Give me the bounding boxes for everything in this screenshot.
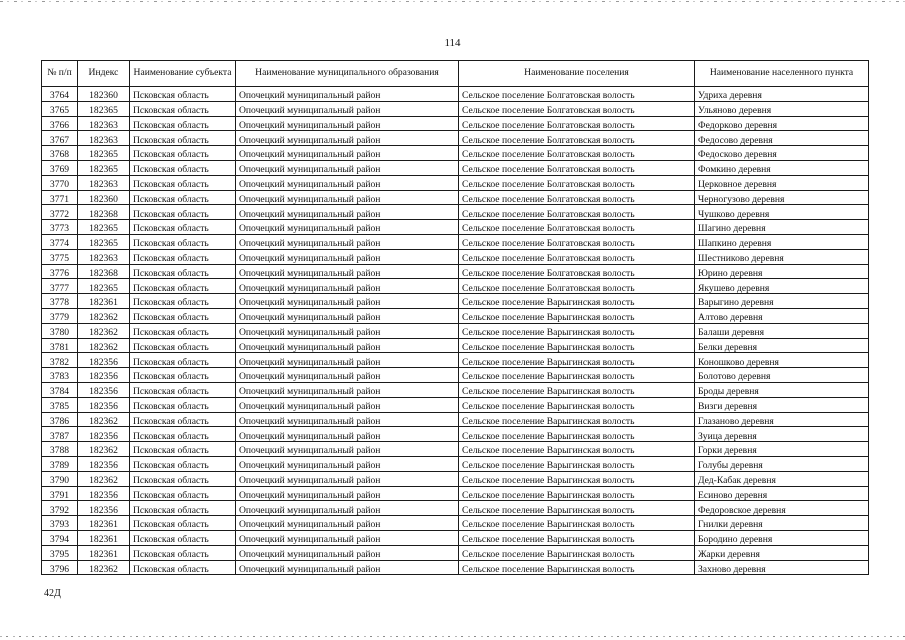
cell-municipality: Опочецкий муниципальный район [236,294,459,309]
cell-locality: Якушево деревня [695,279,869,294]
cell-num: 3788 [42,442,78,457]
cell-municipality: Опочецкий муниципальный район [236,353,459,368]
cell-municipality: Опочецкий муниципальный район [236,397,459,412]
cell-settlement: Сельское поселение Болгатовская волость [459,190,695,205]
cell-index: 182362 [78,471,130,486]
cell-settlement: Сельское поселение Варыгинская волость [459,516,695,531]
cell-settlement: Сельское поселение Варыгинская волость [459,442,695,457]
table-row [42,382,869,397]
table-row [42,279,869,294]
cell-num: 3779 [42,308,78,323]
cell-locality: Гнилки деревня [695,516,869,531]
cell-municipality: Опочецкий муниципальный район [236,279,459,294]
cell-locality: Шапкино деревня [695,234,869,249]
cell-locality: Алтово деревня [695,308,869,323]
cell-num: 3770 [42,175,78,190]
cell-locality: Федоровское деревня [695,501,869,516]
header-locality: Наименование населенного пункта [695,61,869,87]
cell-settlement: Сельское поселение Болгатовская волость [459,160,695,175]
cell-index: 182362 [78,560,130,575]
cell-locality: Федорково деревня [695,116,869,131]
header-municipality: Наименование муниципального образования [236,61,459,87]
cell-municipality: Опочецкий муниципальный район [236,442,459,457]
cell-index: 182356 [78,353,130,368]
cell-subject: Псковская область [130,101,236,116]
cell-subject: Псковская область [130,501,236,516]
cell-num: 3764 [42,87,78,102]
cell-subject: Псковская область [130,516,236,531]
cell-locality: Зуица деревня [695,427,869,442]
table-row [42,368,869,383]
cell-index: 182360 [78,87,130,102]
cell-index: 182365 [78,146,130,161]
cell-settlement: Сельское поселение Болгатовская волость [459,116,695,131]
cell-num: 3777 [42,279,78,294]
cell-settlement: Сельское поселение Болгатовская волость [459,175,695,190]
cell-municipality: Опочецкий муниципальный район [236,264,459,279]
cell-locality: Броды деревня [695,382,869,397]
scan-edge-top [0,1,905,2]
cell-index: 182368 [78,264,130,279]
table-row [42,456,869,471]
table-row [42,160,869,175]
table-row [42,516,869,531]
cell-subject: Псковская область [130,234,236,249]
cell-num: 3785 [42,397,78,412]
cell-municipality: Опочецкий муниципальный район [236,382,459,397]
cell-subject: Псковская область [130,146,236,161]
table-row [42,234,869,249]
cell-num: 3795 [42,545,78,560]
cell-subject: Псковская область [130,264,236,279]
cell-subject: Псковская область [130,353,236,368]
cell-locality: Юрино деревня [695,264,869,279]
cell-num: 3791 [42,486,78,501]
cell-locality: Варыгино деревня [695,294,869,309]
cell-subject: Псковская область [130,545,236,560]
cell-locality: Горки деревня [695,442,869,457]
table-row [42,264,869,279]
cell-num: 3790 [42,471,78,486]
cell-num: 3769 [42,160,78,175]
settlements-table [41,60,869,575]
cell-locality: Жарки деревня [695,545,869,560]
cell-num: 3775 [42,249,78,264]
cell-num: 3771 [42,190,78,205]
page-number: 114 [444,37,461,49]
cell-municipality: Опочецкий муниципальный район [236,516,459,531]
cell-settlement: Сельское поселение Варыгинская волость [459,323,695,338]
cell-num: 3782 [42,353,78,368]
cell-index: 182356 [78,486,130,501]
table-row [42,323,869,338]
cell-subject: Псковская область [130,249,236,264]
cell-locality: Федосково деревня [695,146,869,161]
cell-municipality: Опочецкий муниципальный район [236,131,459,146]
cell-settlement: Сельское поселение Болгатовская волость [459,131,695,146]
cell-num: 3783 [42,368,78,383]
cell-num: 3766 [42,116,78,131]
cell-municipality: Опочецкий муниципальный район [236,101,459,116]
cell-municipality: Опочецкий муниципальный район [236,220,459,235]
header-index: Индекс [78,61,130,87]
cell-locality: Церковное деревня [695,175,869,190]
cell-settlement: Сельское поселение Варыгинская волость [459,560,695,575]
cell-num: 3794 [42,530,78,545]
cell-num: 3792 [42,501,78,516]
table-header-row [42,61,869,87]
cell-index: 182356 [78,368,130,383]
table-row [42,190,869,205]
cell-municipality: Опочецкий муниципальный район [236,530,459,545]
cell-subject: Псковская область [130,323,236,338]
scan-edge-bottom [0,636,905,637]
cell-municipality: Опочецкий муниципальный район [236,190,459,205]
cell-settlement: Сельское поселение Варыгинская волость [459,486,695,501]
cell-subject: Псковская область [130,294,236,309]
cell-subject: Псковская область [130,412,236,427]
cell-settlement: Сельское поселение Болгатовская волость [459,279,695,294]
table-row [42,146,869,161]
cell-settlement: Сельское поселение Варыгинская волость [459,427,695,442]
cell-settlement: Сельское поселение Болгатовская волость [459,87,695,102]
cell-settlement: Сельское поселение Варыгинская волость [459,382,695,397]
cell-index: 182361 [78,516,130,531]
cell-index: 182356 [78,456,130,471]
cell-locality: Ульяново деревня [695,101,869,116]
footer-mark: 42Д [44,588,61,599]
cell-locality: Есиново деревня [695,486,869,501]
cell-subject: Псковская область [130,560,236,575]
cell-municipality: Опочецкий муниципальный район [236,116,459,131]
cell-index: 182368 [78,205,130,220]
table-row [42,427,869,442]
cell-index: 182363 [78,131,130,146]
table-row [42,486,869,501]
cell-num: 3772 [42,205,78,220]
cell-index: 182363 [78,249,130,264]
cell-settlement: Сельское поселение Варыгинская волость [459,530,695,545]
cell-index: 182361 [78,294,130,309]
table-row [42,471,869,486]
cell-locality: Глазаново деревня [695,412,869,427]
cell-settlement: Сельское поселение Болгатовская волость [459,249,695,264]
cell-index: 182365 [78,160,130,175]
cell-subject: Псковская область [130,87,236,102]
cell-subject: Псковская область [130,279,236,294]
table-body [42,87,869,575]
header-num: № п/п [42,61,78,87]
cell-subject: Псковская область [130,175,236,190]
cell-num: 3765 [42,101,78,116]
cell-settlement: Сельское поселение Варыгинская волость [459,397,695,412]
table-row [42,87,869,102]
cell-subject: Псковская область [130,530,236,545]
cell-locality: Балаши деревня [695,323,869,338]
cell-municipality: Опочецкий муниципальный район [236,368,459,383]
cell-settlement: Сельское поселение Болгатовская волость [459,101,695,116]
cell-subject: Псковская область [130,131,236,146]
cell-index: 182360 [78,190,130,205]
table-row [42,397,869,412]
cell-municipality: Опочецкий муниципальный район [236,412,459,427]
cell-settlement: Сельское поселение Варыгинская волость [459,308,695,323]
cell-index: 182356 [78,397,130,412]
cell-municipality: Опочецкий муниципальный район [236,146,459,161]
cell-municipality: Опочецкий муниципальный район [236,160,459,175]
table-row [42,545,869,560]
cell-municipality: Опочецкий муниципальный район [236,308,459,323]
cell-locality: Удриха деревня [695,87,869,102]
cell-subject: Псковская область [130,116,236,131]
cell-subject: Псковская область [130,397,236,412]
cell-locality: Голубы деревня [695,456,869,471]
cell-index: 182365 [78,279,130,294]
cell-settlement: Сельское поселение Варыгинская волость [459,368,695,383]
cell-num: 3781 [42,338,78,353]
table-row [42,101,869,116]
cell-locality: Белки деревня [695,338,869,353]
cell-subject: Псковская область [130,220,236,235]
cell-index: 182362 [78,308,130,323]
cell-locality: Захново деревня [695,560,869,575]
cell-subject: Псковская область [130,160,236,175]
cell-locality: Коношково деревня [695,353,869,368]
cell-num: 3796 [42,560,78,575]
cell-subject: Псковская область [130,205,236,220]
cell-locality: Бородино деревня [695,530,869,545]
cell-municipality: Опочецкий муниципальный район [236,87,459,102]
cell-settlement: Сельское поселение Болгатовская волость [459,234,695,249]
table-row [42,249,869,264]
cell-municipality: Опочецкий муниципальный район [236,175,459,190]
cell-locality: Черногузово деревня [695,190,869,205]
cell-municipality: Опочецкий муниципальный район [236,338,459,353]
cell-index: 182361 [78,530,130,545]
header-settlement: Наименование поселения [459,61,695,87]
cell-num: 3774 [42,234,78,249]
cell-index: 182362 [78,442,130,457]
cell-locality: Шагино деревня [695,220,869,235]
cell-locality: Болотово деревня [695,368,869,383]
table-row [42,530,869,545]
cell-municipality: Опочецкий муниципальный район [236,205,459,220]
cell-index: 182363 [78,116,130,131]
cell-locality: Дед-Кабак деревня [695,471,869,486]
table-row [42,205,869,220]
table-row [42,560,869,575]
table-row [42,131,869,146]
cell-locality: Чушково деревня [695,205,869,220]
cell-settlement: Сельское поселение Варыгинская волость [459,338,695,353]
cell-locality: Федосово деревня [695,131,869,146]
cell-municipality: Опочецкий муниципальный район [236,427,459,442]
cell-index: 182362 [78,323,130,338]
cell-index: 182365 [78,101,130,116]
cell-num: 3776 [42,264,78,279]
cell-subject: Псковская область [130,382,236,397]
cell-settlement: Сельское поселение Варыгинская волость [459,471,695,486]
header-subject: Наименование субъекта [130,61,236,87]
cell-index: 182365 [78,220,130,235]
cell-index: 182362 [78,338,130,353]
cell-subject: Псковская область [130,368,236,383]
cell-num: 3778 [42,294,78,309]
cell-locality: Визги деревня [695,397,869,412]
table-row [42,338,869,353]
cell-index: 182362 [78,412,130,427]
cell-subject: Псковская область [130,486,236,501]
cell-index: 182363 [78,175,130,190]
cell-subject: Псковская область [130,427,236,442]
cell-num: 3767 [42,131,78,146]
cell-index: 182361 [78,545,130,560]
cell-municipality: Опочецкий муниципальный район [236,323,459,338]
cell-subject: Псковская область [130,471,236,486]
cell-municipality: Опочецкий муниципальный район [236,456,459,471]
table-row [42,353,869,368]
cell-settlement: Сельское поселение Варыгинская волость [459,353,695,368]
cell-settlement: Сельское поселение Варыгинская волость [459,294,695,309]
table-row [42,412,869,427]
table-row [42,442,869,457]
cell-settlement: Сельское поселение Варыгинская волость [459,545,695,560]
table-row [42,175,869,190]
cell-settlement: Сельское поселение Болгатовская волость [459,220,695,235]
table-row [42,294,869,309]
cell-settlement: Сельское поселение Варыгинская волость [459,501,695,516]
cell-municipality: Опочецкий муниципальный район [236,560,459,575]
cell-locality: Шестниково деревня [695,249,869,264]
cell-num: 3768 [42,146,78,161]
cell-municipality: Опочецкий муниципальный район [236,471,459,486]
cell-subject: Псковская область [130,442,236,457]
cell-index: 182365 [78,234,130,249]
cell-num: 3793 [42,516,78,531]
table-row [42,220,869,235]
cell-num: 3784 [42,382,78,397]
cell-settlement: Сельское поселение Болгатовская волость [459,205,695,220]
cell-index: 182356 [78,501,130,516]
table-header [42,61,869,87]
cell-index: 182356 [78,427,130,442]
cell-subject: Псковская область [130,190,236,205]
cell-num: 3773 [42,220,78,235]
cell-index: 182356 [78,382,130,397]
table-row [42,501,869,516]
table-row [42,116,869,131]
cell-municipality: Опочецкий муниципальный район [236,545,459,560]
cell-municipality: Опочецкий муниципальный район [236,486,459,501]
cell-settlement: Сельское поселение Варыгинская волость [459,456,695,471]
cell-municipality: Опочецкий муниципальный район [236,501,459,516]
cell-num: 3787 [42,427,78,442]
cell-municipality: Опочецкий муниципальный район [236,249,459,264]
cell-settlement: Сельское поселение Болгатовская волость [459,264,695,279]
cell-num: 3786 [42,412,78,427]
cell-subject: Псковская область [130,338,236,353]
cell-municipality: Опочецкий муниципальный район [236,234,459,249]
cell-num: 3789 [42,456,78,471]
table-row [42,308,869,323]
cell-subject: Псковская область [130,308,236,323]
cell-num: 3780 [42,323,78,338]
cell-settlement: Сельское поселение Варыгинская волость [459,412,695,427]
cell-settlement: Сельское поселение Болгатовская волость [459,146,695,161]
cell-subject: Псковская область [130,456,236,471]
cell-locality: Фомкино деревня [695,160,869,175]
